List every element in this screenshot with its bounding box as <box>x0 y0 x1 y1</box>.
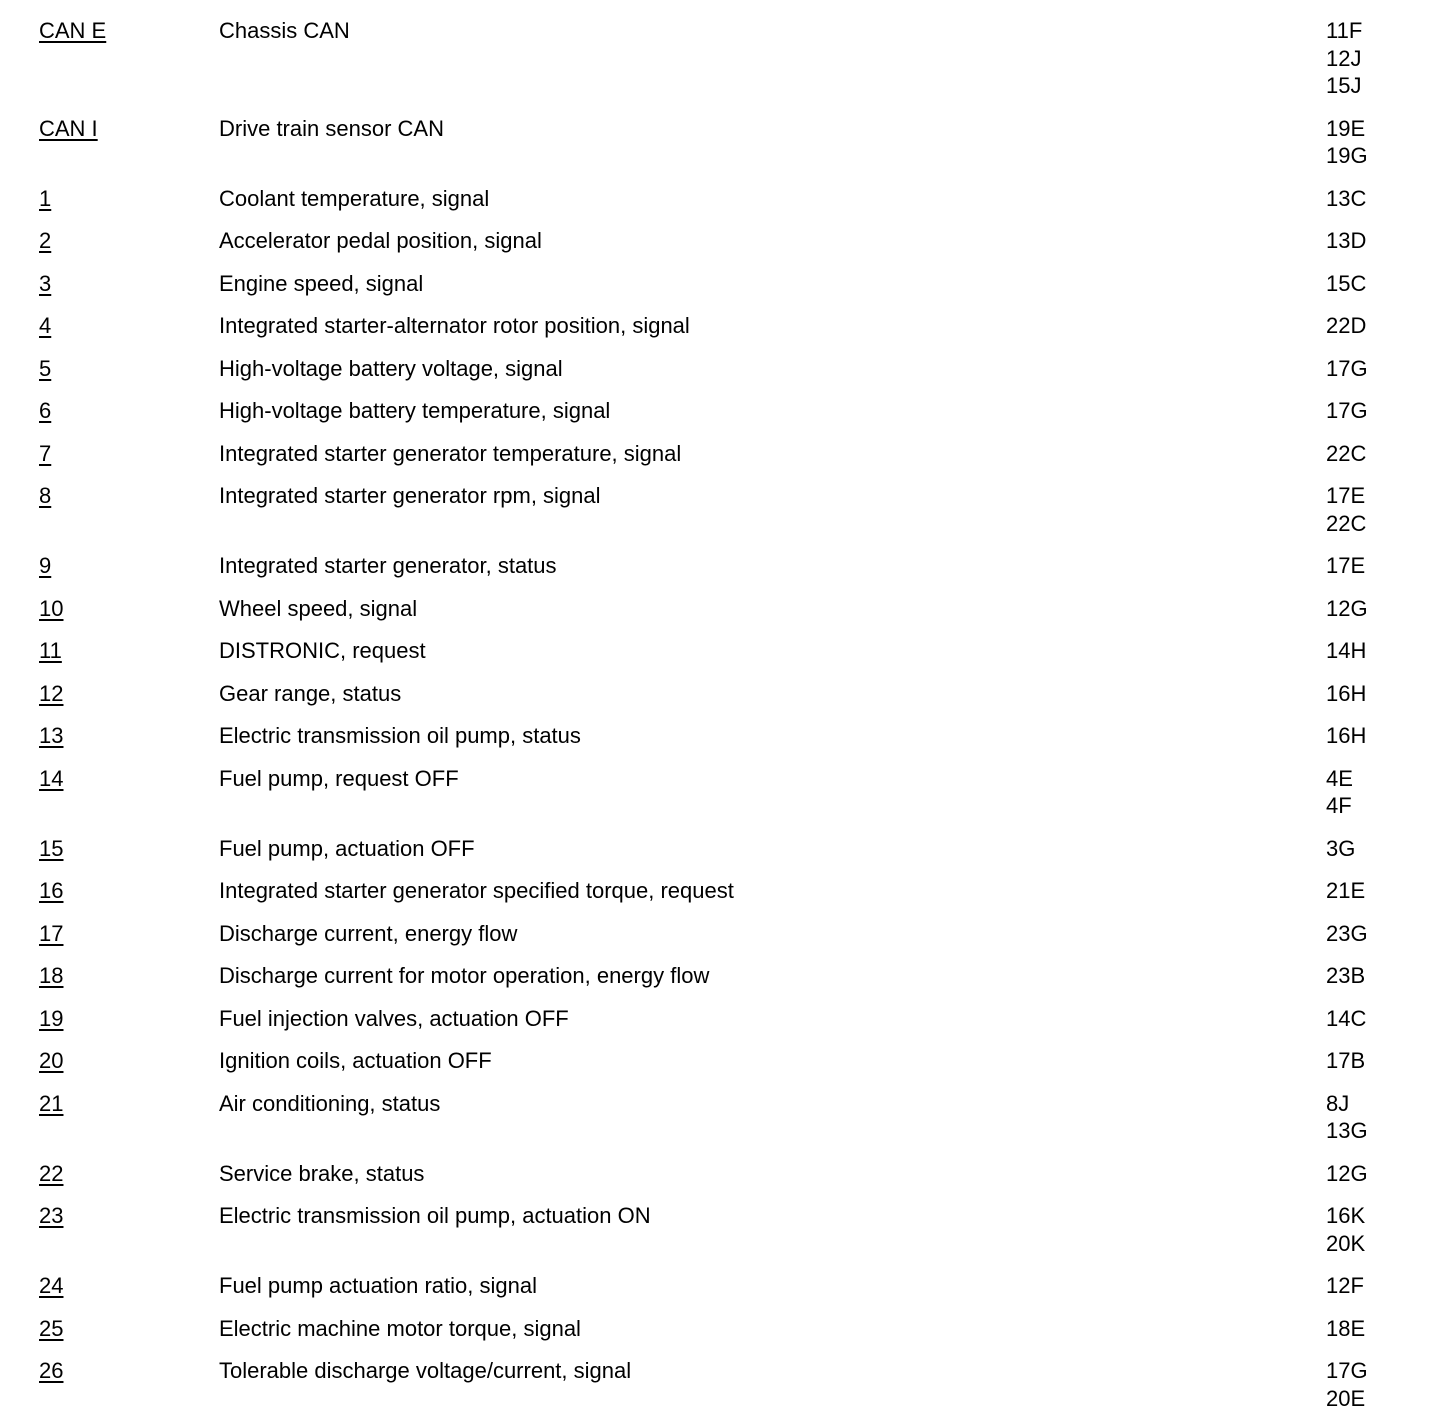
list-item <box>0 1315 1456 1343</box>
grid-references <box>1326 877 1456 905</box>
grid-references <box>1326 440 1456 468</box>
signal-label-link[interactable]: 10 <box>39 595 64 621</box>
grid-references <box>1326 1202 1456 1257</box>
grid-reference: 17G <box>1326 1358 1368 1383</box>
grid-reference: 13D <box>1326 228 1367 253</box>
grid-references <box>1326 835 1456 863</box>
signal-label-link[interactable]: 2 <box>39 228 52 253</box>
list-item <box>0 765 1456 820</box>
signal-description: Ignition coils, actuation OFF <box>219 1048 492 1073</box>
grid-references <box>1326 595 1456 623</box>
grid-reference: 22C <box>1326 510 1367 536</box>
signal-label-link[interactable]: 8 <box>39 483 52 508</box>
signal-description: Fuel injection valves, actuation OFF <box>219 1005 569 1031</box>
signal-label-link[interactable]: 18 <box>39 963 64 988</box>
list-item <box>0 680 1456 708</box>
signal-description: Integrated starter generator, status <box>219 553 557 578</box>
signal-description: Discharge current for motor operation, energy flow <box>219 963 710 988</box>
grid-references <box>1326 552 1456 580</box>
grid-reference: 15C <box>1326 270 1367 296</box>
list-item <box>0 355 1456 383</box>
signal-description: Electric transmission oil pump, actuation ON <box>219 1203 651 1228</box>
grid-references <box>1326 765 1456 820</box>
list-item <box>0 482 1456 537</box>
grid-references <box>1326 722 1456 750</box>
grid-reference: 22C <box>1326 440 1367 466</box>
grid-references <box>1326 482 1456 537</box>
signal-label-link[interactable]: 9 <box>39 553 52 578</box>
grid-reference: 19E <box>1326 115 1366 141</box>
signal-label-link[interactable]: 24 <box>39 1273 64 1298</box>
grid-reference: 12F <box>1326 1273 1364 1298</box>
grid-references <box>1326 1005 1456 1033</box>
list-item <box>0 1202 1456 1257</box>
grid-references <box>1326 637 1456 665</box>
signal-description: Electric machine motor torque, signal <box>219 1315 581 1341</box>
grid-references <box>1326 1357 1456 1412</box>
signal-label-link[interactable]: 16 <box>39 878 64 903</box>
list-item <box>0 227 1456 255</box>
signal-label-link[interactable]: 7 <box>39 440 52 466</box>
signal-label-link[interactable]: 19 <box>39 1005 64 1031</box>
grid-references <box>1326 115 1456 170</box>
signal-label-link[interactable]: 23 <box>39 1203 64 1228</box>
grid-reference: 3G <box>1326 835 1356 861</box>
signal-description: Air conditioning, status <box>219 1090 441 1116</box>
list-item <box>0 595 1456 623</box>
signal-label-link[interactable]: 11 <box>39 638 62 663</box>
grid-references <box>1326 17 1456 100</box>
signal-description: Drive train sensor CAN <box>219 115 444 141</box>
signal-description: Fuel pump, request OFF <box>219 765 459 791</box>
list-item <box>0 397 1456 425</box>
list-item <box>0 552 1456 580</box>
signal-label-link[interactable]: 3 <box>39 270 52 296</box>
grid-references <box>1326 397 1456 425</box>
signal-label-link[interactable]: 15 <box>39 835 64 861</box>
signal-description: Integrated starter generator specified torque, request <box>219 878 734 903</box>
grid-references <box>1326 920 1456 948</box>
grid-reference: 4E <box>1326 765 1353 791</box>
grid-reference: 12G <box>1326 595 1368 621</box>
list-item <box>0 962 1456 990</box>
signal-description: Tolerable discharge voltage/current, signal <box>219 1358 632 1383</box>
grid-reference: 13G <box>1326 1118 1368 1143</box>
signal-description: Coolant temperature, signal <box>219 185 490 211</box>
signal-description: Integrated starter generator temperature, signal <box>219 440 682 466</box>
grid-reference: 19G <box>1326 143 1368 168</box>
signal-label-link[interactable]: 14 <box>39 765 64 791</box>
grid-reference: 17E <box>1326 553 1366 578</box>
grid-reference: 21E <box>1326 878 1366 903</box>
grid-references <box>1326 962 1456 990</box>
grid-references <box>1326 185 1456 213</box>
signal-description: Integrated starter generator rpm, signal <box>219 483 601 508</box>
grid-references <box>1326 1315 1456 1343</box>
signal-description: Chassis CAN <box>219 18 350 43</box>
signal-label-link[interactable]: 6 <box>39 398 52 423</box>
grid-references <box>1326 227 1456 255</box>
list-item <box>0 185 1456 213</box>
grid-reference: 8J <box>1326 1090 1350 1116</box>
signal-label-link[interactable]: 12 <box>39 680 64 706</box>
grid-reference: 17B <box>1326 1048 1366 1073</box>
signal-label-link[interactable]: 17 <box>39 920 64 946</box>
signal-label-link[interactable]: 1 <box>39 185 52 211</box>
signal-label-link[interactable]: 4 <box>39 313 52 338</box>
signal-description: Integrated starter-alternator rotor position, signal <box>219 313 690 338</box>
signal-description: Gear range, status <box>219 680 402 706</box>
grid-reference: 17G <box>1326 398 1368 423</box>
grid-references <box>1326 1272 1456 1300</box>
list-item <box>0 115 1456 170</box>
list-item <box>0 722 1456 750</box>
list-item <box>0 877 1456 905</box>
signal-description: DISTRONIC, request <box>219 638 426 663</box>
signal-description: Wheel speed, signal <box>219 595 418 621</box>
grid-references <box>1326 680 1456 708</box>
grid-reference: 15J <box>1326 73 1362 98</box>
grid-reference: 14H <box>1326 638 1367 663</box>
list-item <box>0 1272 1456 1300</box>
grid-references <box>1326 1047 1456 1075</box>
list-item <box>0 440 1456 468</box>
grid-references <box>1326 1160 1456 1188</box>
grid-references <box>1326 312 1456 340</box>
grid-references <box>1326 1090 1456 1145</box>
signal-description: Service brake, status <box>219 1160 425 1186</box>
signal-description: Discharge current, energy flow <box>219 920 518 946</box>
grid-references <box>1326 355 1456 383</box>
grid-reference: 4F <box>1326 793 1352 818</box>
grid-reference: 12J <box>1326 45 1362 71</box>
signal-description: High-voltage battery temperature, signal <box>219 398 611 423</box>
list-item <box>0 17 1456 100</box>
signal-label-link[interactable]: 25 <box>39 1315 64 1341</box>
grid-reference: 12G <box>1326 1160 1368 1186</box>
signal-description: Accelerator pedal position, signal <box>219 228 542 253</box>
list-item <box>0 312 1456 340</box>
signal-label-link[interactable]: 13 <box>39 723 64 748</box>
signal-label-link[interactable]: 20 <box>39 1048 64 1073</box>
grid-reference: 14C <box>1326 1005 1367 1031</box>
grid-reference: 18E <box>1326 1315 1366 1341</box>
list-item <box>0 835 1456 863</box>
grid-reference: 17E <box>1326 483 1366 508</box>
signal-label-link[interactable]: 22 <box>39 1160 64 1186</box>
signal-label-link[interactable]: CAN I <box>39 115 98 141</box>
grid-reference: 23B <box>1326 963 1366 988</box>
signal-description: Fuel pump actuation ratio, signal <box>219 1273 537 1298</box>
grid-reference: 16K <box>1326 1203 1366 1228</box>
grid-reference: 11F <box>1326 18 1363 43</box>
signal-description: High-voltage battery voltage, signal <box>219 355 563 381</box>
signal-description: Fuel pump, actuation OFF <box>219 835 475 861</box>
grid-reference: 20K <box>1326 1230 1366 1256</box>
list-item <box>0 1090 1456 1145</box>
list-item <box>0 920 1456 948</box>
grid-reference: 17G <box>1326 355 1368 381</box>
list-item <box>0 270 1456 298</box>
signal-label-link[interactable]: 21 <box>39 1090 64 1116</box>
list-item <box>0 1357 1456 1412</box>
list-item <box>0 1047 1456 1075</box>
grid-reference: 16H <box>1326 723 1367 748</box>
grid-reference: 16H <box>1326 680 1367 706</box>
grid-reference: 13C <box>1326 185 1367 211</box>
list-item <box>0 1160 1456 1188</box>
signal-legend-list <box>0 17 1456 1427</box>
grid-references <box>1326 270 1456 298</box>
signal-description: Electric transmission oil pump, status <box>219 723 581 748</box>
signal-description: Engine speed, signal <box>219 270 424 296</box>
list-item <box>0 637 1456 665</box>
grid-reference: 20E <box>1326 1385 1366 1411</box>
signal-label-link[interactable]: 26 <box>39 1358 64 1383</box>
grid-reference: 23G <box>1326 920 1368 946</box>
grid-reference: 22D <box>1326 313 1367 338</box>
signal-label-link[interactable]: 5 <box>39 355 52 381</box>
signal-label-link[interactable]: CAN E <box>39 18 107 43</box>
list-item <box>0 1005 1456 1033</box>
